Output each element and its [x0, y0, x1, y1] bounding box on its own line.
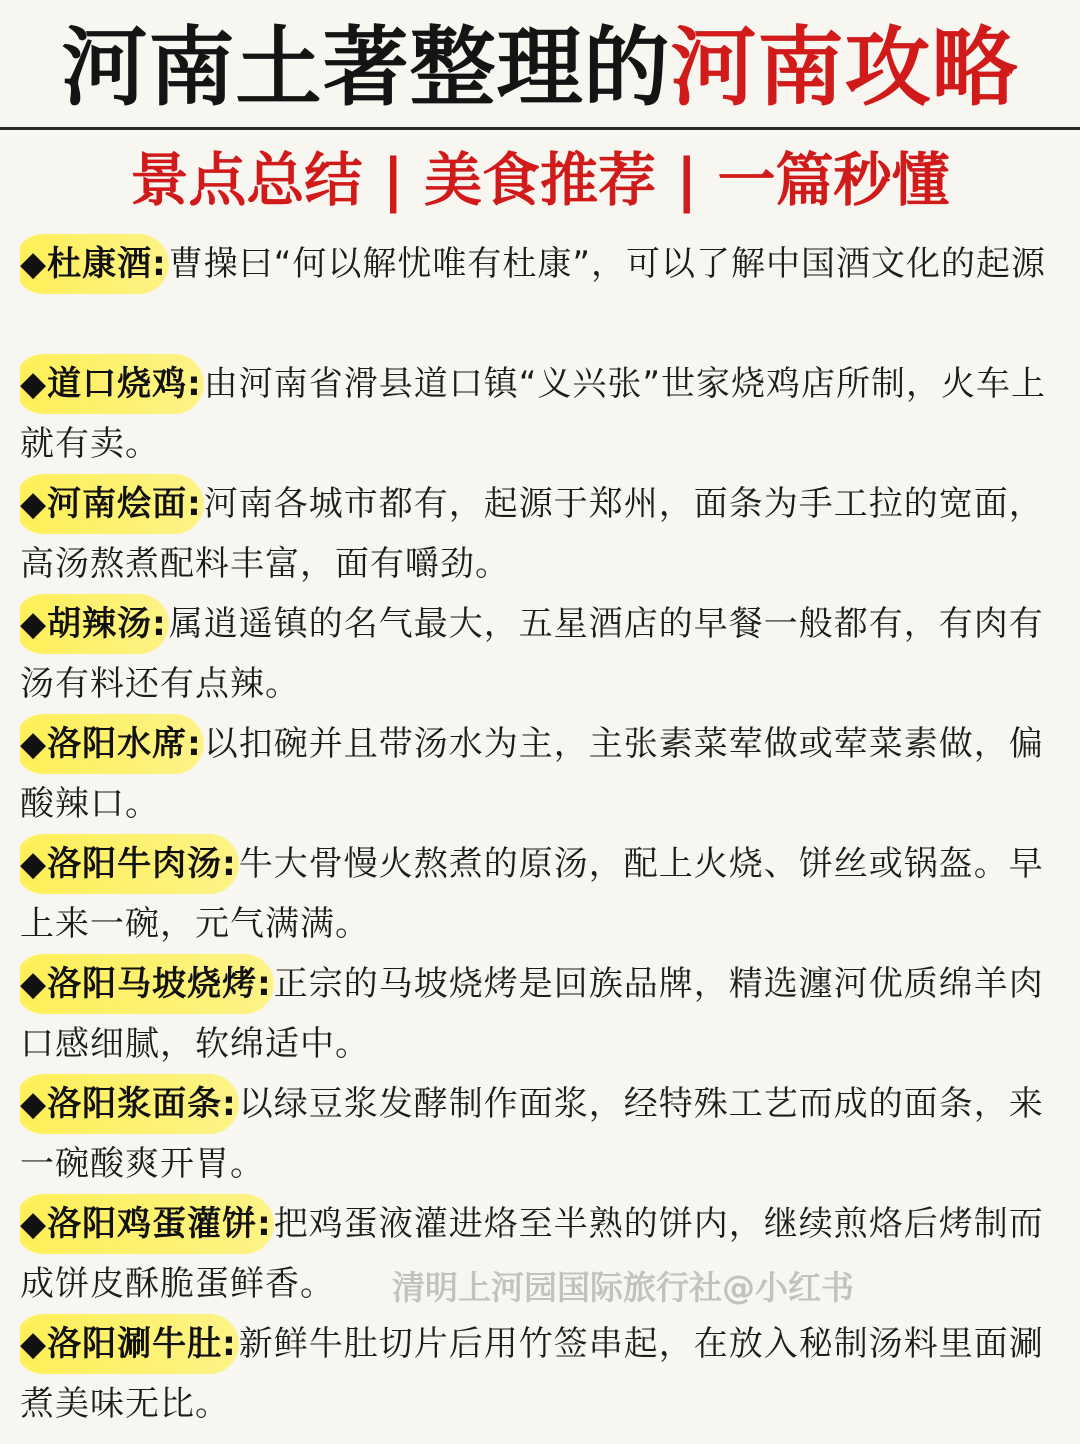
item-description: 由河南省滑县道口镇“义兴张”世家烧鸡店所制，火车上就有卖。 [20, 364, 1046, 464]
item-name: ◆洛阳牛肉汤: [20, 834, 239, 894]
item-description: 把鸡蛋液灌进烙至半熟的饼内，继续煎烙后烤制而成饼皮酥脆蛋鲜香。 [20, 1204, 1044, 1304]
item-description: 新鲜牛肚切片后用竹签串起，在放入秘制汤料里面涮煮美味无比。 [20, 1324, 1044, 1424]
food-list [20, 234, 1064, 1434]
item-name: ◆洛阳浆面条: [20, 1074, 239, 1134]
item-description: 河南各城市都有，起源于郑州，面条为手工拉的宽面，高汤熬煮配料丰富，面有嚼劲。 [20, 484, 1044, 584]
page-title [0, 14, 1080, 122]
list-item [20, 594, 1064, 714]
list-item [20, 1074, 1064, 1194]
item-name: ◆杜康酒: [20, 234, 169, 294]
item-name: ◆道口烧鸡: [20, 354, 204, 414]
item-description: 牛大骨慢火熬煮的原汤，配上火烧、饼丝或锅盔。早上来一碗，元气满满。 [20, 844, 1044, 944]
list-item [20, 474, 1064, 594]
item-description: 属逍遥镇的名气最大，五星酒店的早餐一般都有，有肉有汤有料还有点辣。 [20, 604, 1044, 704]
item-name: ◆洛阳涮牛肚: [20, 1314, 239, 1374]
list-item [20, 1314, 1064, 1434]
item-name: ◆胡辣汤: [20, 594, 169, 654]
list-item [20, 834, 1064, 954]
watermark: 清明上河园国际旅行社@小红书 [392, 1268, 854, 1307]
item-description: 正宗的马坡烧烤是回族品牌，精选瀍河优质绵羊肉口感细腻，软绵适中。 [20, 964, 1044, 1064]
title-part-2: 河南攻略 [670, 18, 1019, 118]
item-name: ◆洛阳鸡蛋灌饼: [20, 1194, 274, 1254]
page-subtitle: 景点总结 | 美食推荐 | 一篇秒懂 [130, 146, 950, 214]
item-description: 以绿豆浆发酵制作面浆，经特殊工艺而成的面条，来一碗酸爽开胃。 [20, 1084, 1044, 1184]
item-name: ◆河南烩面: [20, 474, 204, 534]
list-item [20, 954, 1064, 1074]
list-item [20, 714, 1064, 834]
list-item [20, 354, 1064, 474]
title-divider [0, 127, 1080, 130]
list-item [20, 234, 1064, 354]
item-description: 以扣碗并且带汤水为主，主张素菜荤做或荤菜素做，偏酸辣口。 [20, 724, 1044, 824]
item-description: 曹操曰“何以解忧唯有杜康”，可以了解中国酒文化的起源 [168, 244, 1046, 284]
item-name: ◆洛阳马坡烧烤: [20, 954, 274, 1014]
item-name: ◆洛阳水席: [20, 714, 204, 774]
title-part-1: 河南土著整理的 [61, 18, 671, 118]
